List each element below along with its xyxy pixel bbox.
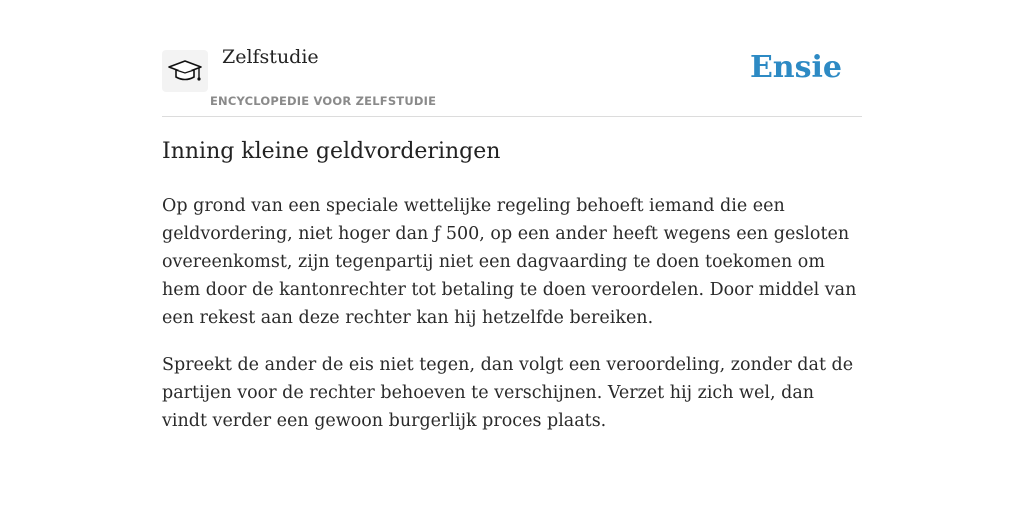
brand-logo[interactable]: Ensie [749, 50, 842, 85]
article-title: Inning kleine geldvorderingen [162, 139, 501, 164]
site-header [162, 0, 862, 117]
article-paragraph: Spreekt de ander de eis niet tegen, dan volgt een veroordeling, zonder dat de partijen voor de rechter behoeven te verschijnen. Verzet hij zich wel, dan vindt verder een gewoon burgerlijk proces plaats. [162, 355, 854, 431]
page [162, 0, 862, 431]
site-logo[interactable] [162, 50, 208, 92]
article-paragraph: Op grond van een speciale wettelijke regeling behoeft iemand die een geldvordering, niet hoger dan ƒ 500, op een ander heeft wegens een gesloten overeenkomst, zijn tegenpartij niet een dagvaarding te doen toekomen om hem door de kantonrechter tot betaling te doen veroordelen. Door middel van een rekest aan deze rechter kan hij hetzelfde bereiken. [162, 196, 857, 328]
site-subtitle: ENCYCLOPEDIE VOOR ZELFSTUDIE [210, 94, 437, 108]
site-title[interactable]: Zelfstudie [222, 46, 319, 68]
